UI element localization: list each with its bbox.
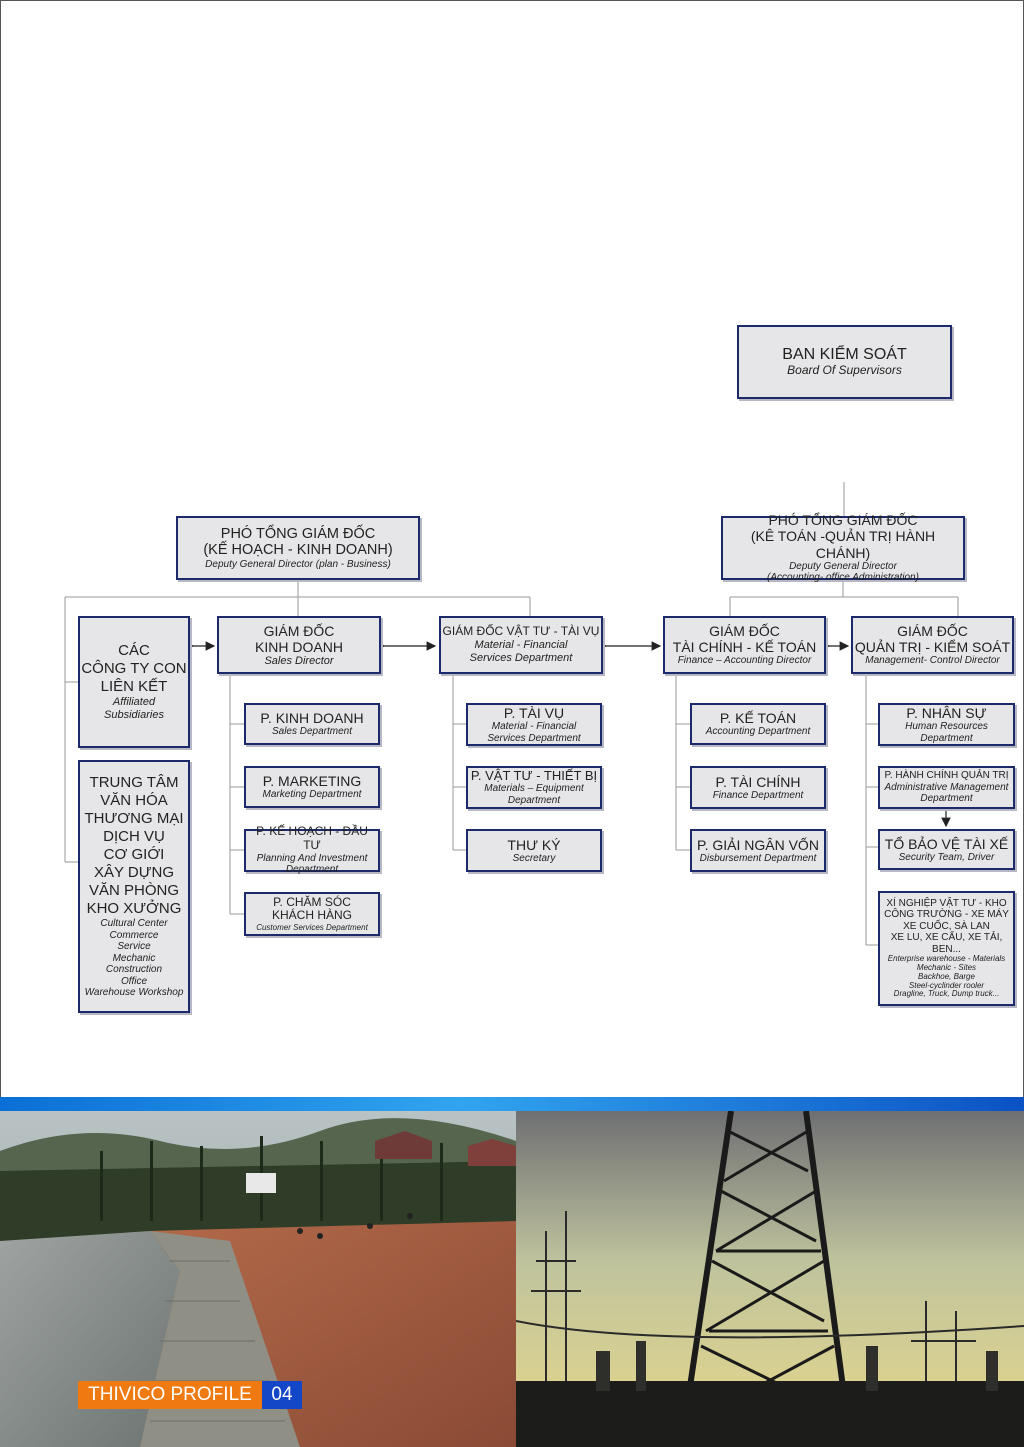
admin-dept-vn: P. HÀNH CHÍNH QUẢN TRỊ [884, 770, 1009, 782]
customer-dept-vn1: P. CHĂM SÓC [273, 894, 351, 909]
secretary-box [466, 829, 602, 872]
secretary-vn: THƯ KÝ [507, 836, 561, 853]
cultural-en-0: Cultural Center [100, 918, 168, 930]
hr-dept-en1: Human Resources [905, 721, 988, 733]
cultural-center-box [78, 760, 190, 1013]
enterprise-vn-1: CÔNG TRƯỜNG - XE MÁY [884, 909, 1009, 921]
dgd-acc-en2: (Accounting- office Administration) [767, 572, 919, 584]
admin-dept-en1: Administrative Management [884, 781, 1009, 793]
enterprise-en-0: Enterprise warehouse - Materials [887, 954, 1006, 964]
cultural-vn-1: VĂN HÓA [100, 792, 168, 810]
dgd-acc-vn2: (KÊ TOÁN -QUẢN TRỊ HÀNH CHÁNH) [750, 528, 936, 561]
marketing-dept-vn: P. MARKETING [262, 773, 362, 790]
taivu-dept-en2: Services Department [487, 732, 581, 744]
affiliates-vn1: CÁC [118, 642, 150, 660]
taivu-dept-en1: Material - Financial [491, 721, 577, 733]
supervisors-en: Board Of Supervisors [787, 363, 902, 378]
enterprise-vn-3: XE LU, XE CẨU, XE TẢI, BEN... [890, 932, 1003, 955]
affiliated-subsidiaries-box [78, 616, 190, 748]
security-vn: TỔ BẢO VỆ TÀI XẾ [884, 835, 1009, 852]
finance-dir-vn2: TÀI CHÍNH - KẾ TOÁN [672, 639, 817, 656]
admin-dept-en2: Department [920, 793, 973, 805]
deputy-director-accounting-box [721, 512, 965, 584]
cultural-en-1: Commerce [109, 929, 159, 941]
accounting-dept-vn: P. KẾ TOÁN [719, 710, 797, 727]
sales-dept-vn: P. KINH DOANH [260, 710, 364, 727]
profile-badge [78, 1381, 262, 1409]
cultural-vn-2: THƯƠNG MẠI [84, 810, 184, 828]
finance-dir-vn1: GIÁM ĐỐC [709, 623, 780, 640]
materials-equipment-department-box [466, 766, 602, 809]
marketing-dept-en: Marketing Department [262, 789, 362, 801]
vattu-dept-en1: Materials – Equipment [484, 783, 584, 795]
vattu-dept-en2: Department [507, 794, 561, 806]
disbursement-dept-vn: P. GIẢI NGÂN VỐN [697, 836, 819, 853]
transmission-tower-photo [516, 1111, 1024, 1447]
affiliates-en2: Subsidiaries [104, 709, 164, 721]
sales-department-box [244, 703, 380, 745]
deputy-director-plan-business-box [176, 516, 420, 580]
page-number-badge [262, 1381, 302, 1409]
sales-dir-vn1: GIÁM ĐỐC [263, 622, 335, 639]
cultural-en-6: Warehouse Workshop [84, 987, 184, 999]
security-team-driver-box [878, 829, 1015, 870]
sales-dept-en: Sales Department [271, 726, 353, 738]
planning-dept-vn: P. KẾ HOẠCH - ĐẦU TƯ [256, 824, 368, 852]
enterprise-en-4: Dragline, Truck, Dump truck... [893, 989, 1000, 999]
sales-dir-vn2: KINH DOANH [255, 638, 343, 655]
sales-director-box [217, 616, 381, 674]
marketing-department-box [244, 766, 380, 808]
financial-services-department-box [466, 703, 602, 746]
material-dir-en2: Services Department [469, 651, 573, 664]
cultural-en-2: Service [117, 941, 151, 953]
mgmt-dir-vn2: QUẢN TRỊ - KIỂM SOÁT [854, 639, 1011, 656]
accounting-department-box [690, 703, 826, 745]
security-en: Security Team, Driver [898, 851, 995, 863]
material-dir-en1: Material - Financial [474, 639, 568, 652]
profile-label: THIVICO PROFILE [88, 1384, 252, 1405]
management-director-box [851, 616, 1014, 674]
enterprise-vn-2: XE CUỐC, SÀ LAN [903, 920, 990, 932]
footer-stripe [0, 1097, 1024, 1111]
secretary-en: Secretary [512, 852, 556, 864]
cultural-vn-6: VĂN PHÒNG [88, 882, 179, 900]
finance-dept-vn: P. TÀI CHÍNH [715, 773, 801, 790]
mgmt-dir-vn1: GIÁM ĐỐC [897, 623, 968, 640]
enterprise-vn-0: XÍ NGHIỆP VẬT TƯ - KHO [886, 897, 1007, 909]
cultural-en-4: Construction [105, 964, 163, 976]
board-of-supervisors-box [737, 325, 952, 399]
cultural-vn-3: DỊCH VỤ [103, 828, 165, 846]
finance-director-box [663, 616, 826, 674]
mgmt-dir-en: Management- Control Director [865, 655, 1000, 667]
dgd-plan-en: Deputy General Director (plan - Business) [205, 558, 391, 570]
administrative-management-department-box [878, 766, 1015, 809]
hr-dept-vn: P. NHÂN SỰ [906, 704, 987, 721]
cultural-en-5: Office [120, 975, 148, 987]
enterprise-en-1: Mechanic - Sites [916, 963, 977, 973]
hr-dept-en2: Department [920, 732, 973, 744]
material-dir-vn: GIÁM ĐỐC VẬT TƯ - TÀI VỤ [442, 624, 600, 639]
customer-dept-en: Customer Services Department [256, 923, 368, 933]
cultural-vn-0: TRUNG TÂM [89, 774, 179, 792]
cultural-vn-5: XÂY DỰNG [93, 864, 175, 882]
planning-investment-department-box [244, 824, 380, 876]
taivu-dept-vn: P. TÀI VỤ [503, 704, 565, 721]
finance-department-box [690, 766, 826, 809]
accounting-dept-en: Accounting Department [705, 726, 811, 738]
dgd-plan-vn2: (KẾ HOẠCH - KINH DOANH) [203, 542, 393, 559]
disbursement-department-box [690, 829, 826, 872]
material-director-box [439, 616, 603, 674]
enterprise-en-3: Steel-cyclinder rooler [908, 980, 985, 990]
planning-dept-en1: Planning And Investment [256, 852, 368, 864]
finance-dir-en: Finance – Accounting Director [677, 655, 812, 667]
customer-dept-vn2: KHÁCH HÀNG [271, 908, 352, 923]
affiliates-vn2: CÔNG TY CON [81, 660, 187, 678]
sales-dir-en: Sales Director [264, 654, 334, 667]
planning-dept-en2: Department [285, 864, 339, 876]
vattu-dept-vn: P. VẬT TƯ - THIẾT BỊ [470, 767, 598, 783]
dgd-plan-vn1: PHÓ TỔNG GIÁM ĐỐC [220, 525, 376, 542]
enterprise-warehouse-box [878, 891, 1015, 1006]
human-resources-department-box [878, 703, 1015, 746]
customer-services-department-box [244, 892, 380, 936]
disbursement-dept-en: Disbursement Department [699, 852, 817, 864]
affiliates-vn3: LIÊN KẾT [100, 678, 168, 696]
dgd-acc-vn1: PHÓ TỔNG GIÁM ĐỐC [768, 512, 918, 529]
cultural-vn-4: CƠ GIỚI [103, 846, 165, 864]
supervisors-vn: BAN KIỂM SOÁT [782, 345, 907, 363]
page-number: 04 [271, 1384, 293, 1405]
finance-dept-en: Finance Department [712, 789, 804, 801]
cultural-en-3: Mechanic [112, 952, 156, 964]
cultural-vn-7: KHO XƯỞNG [86, 900, 182, 918]
dgd-acc-en1: Deputy General Director [789, 560, 897, 572]
affiliates-en1: Affiliated [112, 696, 156, 709]
enterprise-en-2: Backhoe, Barge [918, 971, 975, 981]
